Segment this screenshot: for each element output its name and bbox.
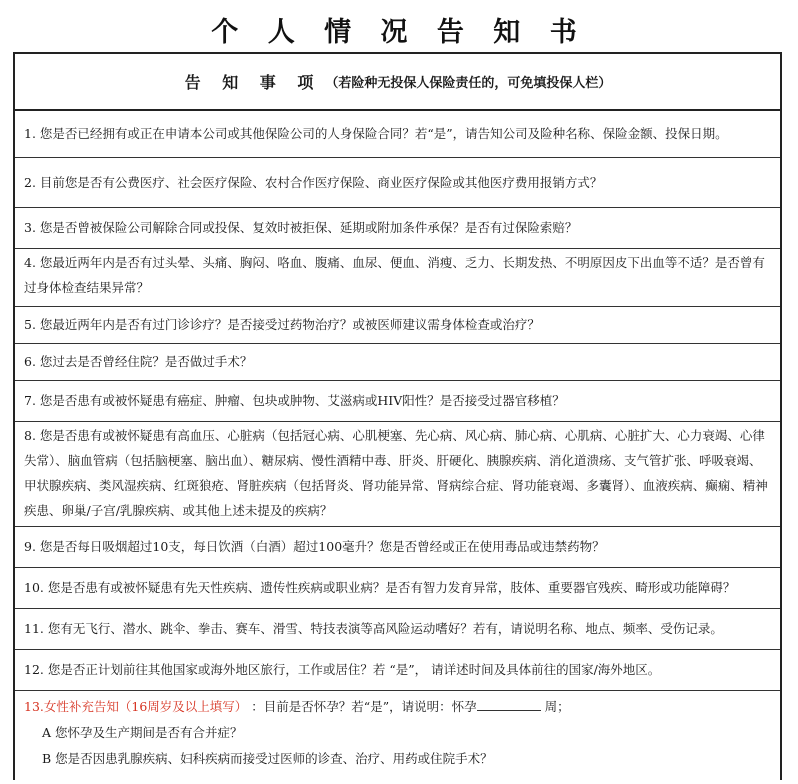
divider [15,248,780,249]
q13-sub-a: A 您怀孕及生产期间是否有合并症？ [42,725,243,740]
question-3: 3. 您是否曾被保险公司解除合同或投保、复效时被拒保、延期或附加条件承保？是否有过保险索赔？ [24,220,578,235]
question-11: 11. 您有无飞行、潜水、跳伞、拳击、赛车、滑雪、特技表演等高风险运动嗜好？若有，请说明名称、地点、频率、受伤记录。 [24,621,723,636]
q13-label: 女性补充告知（16周岁及以上填写） [43,699,248,714]
question-10: 10. 您是否患有或被怀疑患有先天性疾病、遗传性疾病或职业病？是否有智力发育异常，肢体、重要器官残疾、畸形或功能障碍？ [24,580,736,595]
header-note: （若险种无投保人保险责任的，可免填投保人栏） [325,76,612,91]
question-1: 1. 您是否已经拥有或正在申请本公司或其他保险公司的人身保险合同？若“是”，请告知公司及险种名称、保险金额、投保日期。 [24,126,728,141]
question-6: 6. 您过去是否曾经住院？是否做过手术？ [24,354,253,369]
question-12: 12. 您是否正计划前往其他国家或海外地区旅行，工作或居住？若 “是”， 请详述时间及具体前往的国家/海外地区。 [24,662,661,677]
q13-text: ：目前是否怀孕？若“是”，请说明：怀孕 [251,699,477,714]
notice-table [13,52,782,780]
q13-number: 13. [24,699,44,714]
divider [15,421,780,422]
page-title: 个 人 情 况 告 知 书 [211,17,587,48]
q13-unit: 周； [544,699,570,714]
question-13 [15,694,780,782]
header-main: 告 知 事 项 [184,73,322,92]
question-8: 8. 您是否患有或被怀疑患有高血压、心脏病（包括冠心病、心肌梗塞、先心病、风心病、肺心病、心肌病、心脏扩大、心力衰竭、心律失常）、脑血管病（包括脑梗塞、脑出血）、糖尿病、慢性酒精中毒、肝炎、肝硬化、胰腺疾病、消化道溃疡、支气管扩张、呼吸衰竭、甲状腺疾病、类风湿疾病、红斑狼疮、肾脏疾病（包括肾炎、肾功能异常、肾病综合症、肾功能衰竭、多囊肾）、血液疾病、癫痫、精神疾患、卵巢/子宫/乳腺疾病、或其他上述未提及的疾病？ [24,428,768,518]
question-4: 4. 您最近两年内是否有过头晕、头痛、胸闷、咯血、腹痛、血尿、便血、消瘦、乏力、长期发热、不明原因皮下出血等不适？是否曾有过身体检查结果异常？ [24,255,765,295]
question-7: 7. 您是否患有或被怀疑患有癌症、肿瘤、包块或肿物、艾滋病或HIV阳性？是否接受过器官移植？ [24,393,565,408]
question-2: 2. 目前您是否有公费医疗、社会医疗保险、农村合作医疗保险、商业医疗保险或其他医疗费用报销方式？ [24,174,603,190]
question-5: 5. 您最近两年内是否有过门诊诊疗？是否接受过药物治疗？或被医师建议需身体检查或治疗？ [24,317,540,332]
divider [15,690,780,691]
q13-sub-b: B 您是否因患乳腺疾病、妇科疾病而接受过医师的诊查、治疗、用药或住院手术？ [42,751,493,766]
table-header [15,54,780,109]
question-9: 9. 您是否每日吸烟超过10支，每日饮酒（白酒）超过100毫升？您是否曾经或正在使用毒品或违禁药物？ [24,539,605,554]
weeks-blank[interactable] [477,698,541,711]
